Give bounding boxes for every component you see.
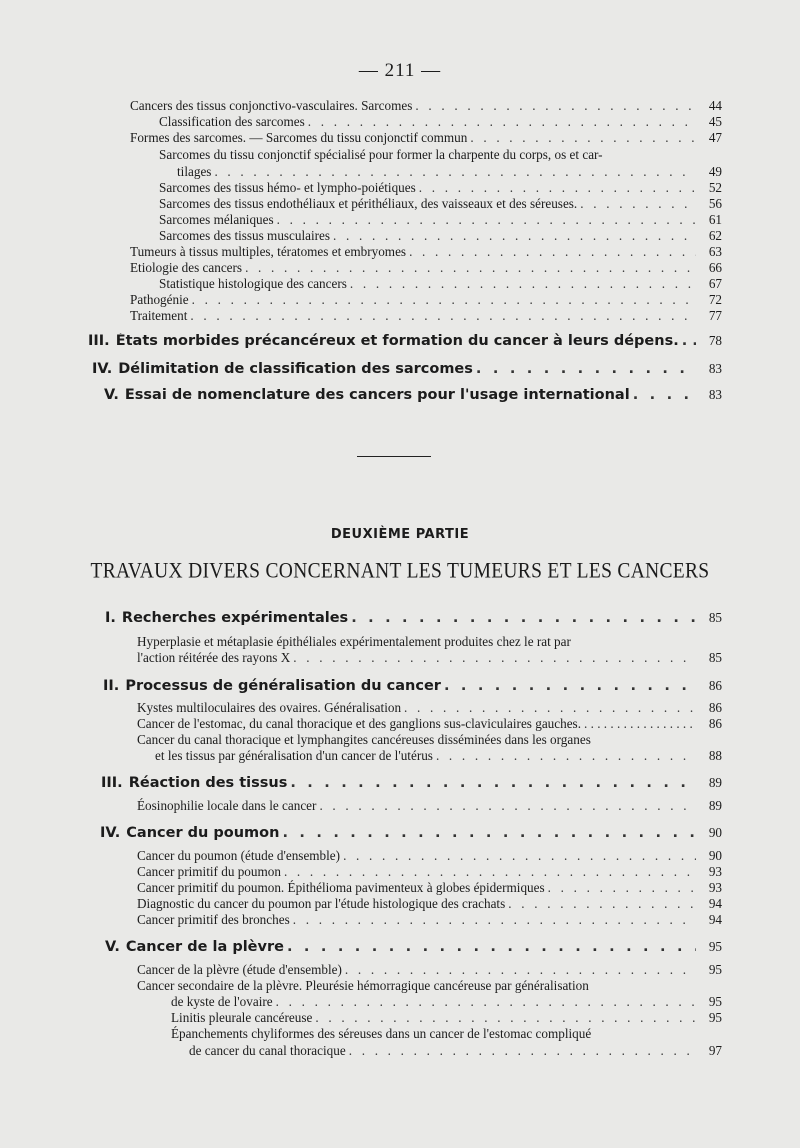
section-numeral: I. [105,610,116,626]
section-numeral: IV. [100,825,121,841]
toc-entry: Hyperplasie et métaplasie épithéliales expérimentalement produites chez le rat par [137,634,571,649]
part-title: TRAVAUX DIVERS CONCERNANT LES TUMEURS ET LES CANCERS [90,559,710,584]
toc-entry: Linitis pleurale cancéreuse . . . 95 [171,1010,722,1026]
toc-section-heading: IV. Cancer du poumon . . . 90 [100,825,722,841]
toc-entry: Sarcomes mélaniques . . . 61 [159,212,722,228]
toc-entry: Classification des sarcomes . . . 45 [159,114,722,130]
part-label: DEUXIÈME PARTIE [330,527,470,542]
toc-entry: l'action réitérée des rayons X . . . 85 [137,650,722,666]
toc-entry: Cancer de l'estomac, du canal thoracique et des ganglions sus-claviculaires gauches. . . . 86 [137,716,722,732]
toc-entry: Kystes multiloculaires des ovaires. Généralisation . . . 86 [137,700,722,716]
toc-entry: Cancer primitif des bronches . . . 94 [137,912,722,928]
toc-entry: Sarcomes des tissus musculaires . . . 62 [159,228,722,244]
toc-entry: Cancer primitif du poumon. Épithélioma pavimenteux à globes épidermiques . . . 93 [137,880,722,896]
toc-entry: Diagnostic du cancer du poumon par l'étude histologique des crachats . . . 94 [137,896,722,912]
toc-entry: de cancer du canal thoracique . . . 97 [189,1043,722,1059]
toc-entry: Statistique histologique des cancers . . . 67 [159,276,722,292]
toc-entry: tilages . . . 49 [177,164,722,180]
section-numeral: IV. [92,361,113,377]
toc-section-heading: III. États morbides précancéreux et formation du cancer à leurs dépens. . . . 78 [88,333,722,349]
toc-entry: Tumeurs à tissus multiples, tératomes et embryomes . . . 63 [130,244,722,260]
toc-entry: de kyste de l'ovaire . . . 95 [171,994,722,1010]
toc-entry: Sarcomes du tissu conjonctif spécialisé pour former la charpente du corps, os et car- [159,147,603,162]
toc-entry: Cancer du poumon (étude d'ensemble) . . . 90 [137,848,722,864]
toc-entry: Cancer de la plèvre (étude d'ensemble) . . . 95 [137,962,722,978]
toc-section-heading: I. Recherches expérimentales . . . 85 [105,610,722,626]
section-numeral: III. [101,775,123,791]
section-numeral: V. [104,387,119,403]
toc-entry: Sarcomes des tissus endothéliaux et périthéliaux, des vaisseaux et des séreuses. . . . 56 [159,196,722,212]
toc-entry: Éosinophilie locale dans le cancer . . . 89 [137,798,722,814]
section-numeral: V. [105,939,120,955]
toc-section-heading: V. Essai de nomenclature des cancers pour l'usage international . . . 83 [104,387,722,403]
toc-section-heading: V. Cancer de la plèvre . . . 95 [105,939,722,955]
section-numeral: III. [88,333,110,349]
separator-rule [357,456,431,457]
toc-entry: et les tissus par généralisation d'un cancer de l'utérus . . . 88 [155,748,722,764]
toc-entry: Cancers des tissus conjonctivo-vasculaires. Sarcomes . . . 44 [130,98,722,114]
toc-entry: Sarcomes des tissus hémo- et lympho-poiétiques . . . 52 [159,180,722,196]
toc-entry: Formes des sarcomes. — Sarcomes du tissu conjonctif commun . . . 47 [130,130,722,146]
toc-entry: Cancer primitif du poumon . . . 93 [137,864,722,880]
toc-entry: Cancer secondaire de la plèvre. Pleurésie hémorragique cancéreuse par généralisation [137,978,589,993]
section-numeral: II. [103,678,120,694]
toc-section-heading: IV. Délimitation de classification des sarcomes . . . 83 [92,361,722,377]
page-number: — 211 — [358,60,442,81]
toc-entry: Pathogénie . . . 72 [130,292,722,308]
toc-section-heading: II. Processus de généralisation du cancer . . . 86 [103,678,722,694]
toc-entry: Épanchements chyliformes des séreuses dans un cancer de l'estomac compliqué [171,1026,592,1041]
toc-entry: Traitement . . . 77 [130,308,722,324]
toc-entry: Etiologie des cancers . . . 66 [130,260,722,276]
toc-entry: Cancer du canal thoracique et lymphangites cancéreuses disséminées dans les organes [137,732,591,747]
toc-section-heading: III. Réaction des tissus . . . 89 [101,775,722,791]
